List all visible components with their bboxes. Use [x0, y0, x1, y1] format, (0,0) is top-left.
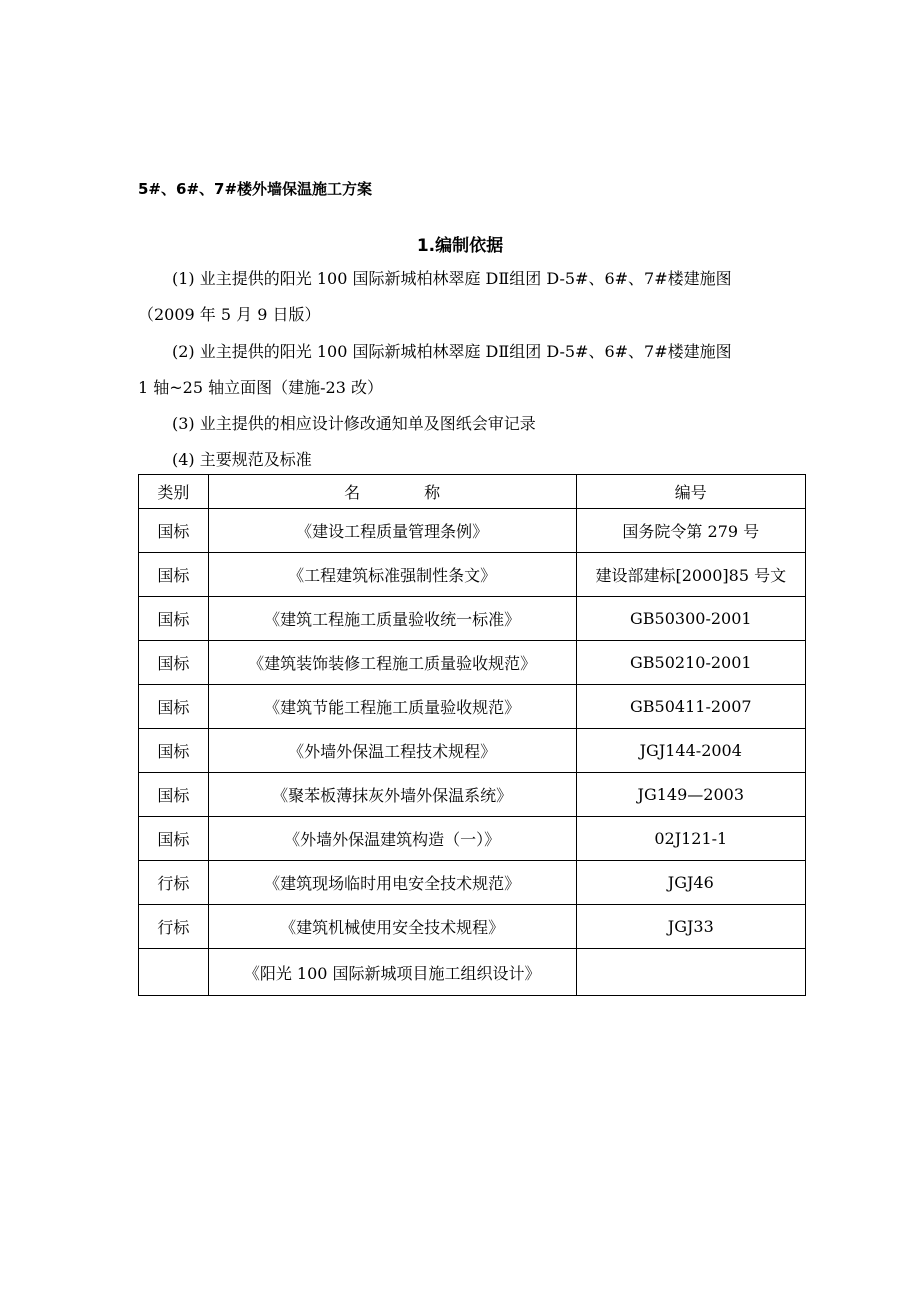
- row-category: 行标: [139, 861, 209, 905]
- row-code: GB50210-2001: [576, 641, 805, 685]
- header-code: 编号: [576, 475, 805, 509]
- row-name: 《建设工程质量管理条例》: [208, 509, 576, 553]
- row-name: 《外墙外保温建筑构造（一）》: [208, 817, 576, 861]
- basis-item-3: (3) 业主提供的相应设计修改通知单及图纸会审记录: [172, 414, 536, 433]
- row-category: [139, 949, 209, 996]
- row-category: 国标: [139, 729, 209, 773]
- row-code: 建设部建标[2000]85 号文: [576, 553, 805, 597]
- header-category: 类别: [139, 475, 209, 509]
- row-name: 《阳光 100 国际新城项目施工组织设计》: [208, 949, 576, 996]
- header-name-char-1: 名: [344, 483, 361, 502]
- table-row: [139, 773, 806, 817]
- basis-item-2-line-2: 1 轴~25 轴立面图（建施-23 改）: [138, 378, 383, 397]
- table-row: [139, 553, 806, 597]
- document-title: 5#、6#、7#楼外墙保温施工方案: [138, 180, 373, 198]
- row-category: 国标: [139, 641, 209, 685]
- row-name: 《建筑节能工程施工质量验收规范》: [208, 685, 576, 729]
- table-row: [139, 729, 806, 773]
- row-category: 国标: [139, 685, 209, 729]
- table-row: [139, 949, 806, 996]
- row-category: 行标: [139, 905, 209, 949]
- row-code: JGJ33: [576, 905, 805, 949]
- row-name: 《工程建筑标准强制性条文》: [208, 553, 576, 597]
- table-header-row: [139, 475, 806, 509]
- section-heading: 1.编制依据: [416, 236, 504, 256]
- row-code: [576, 949, 805, 996]
- row-code: GB50411-2007: [576, 685, 805, 729]
- row-name: 《建筑工程施工质量验收统一标准》: [208, 597, 576, 641]
- table-row: [139, 861, 806, 905]
- table-row: [139, 685, 806, 729]
- row-code: 国务院令第 279 号: [576, 509, 805, 553]
- row-category: 国标: [139, 509, 209, 553]
- row-code: JG149—2003: [576, 773, 805, 817]
- basis-item-1-line-2: （2009 年 5 月 9 日版）: [138, 305, 321, 324]
- row-name: 《建筑机械使用安全技术规程》: [208, 905, 576, 949]
- row-code: 02J121-1: [576, 817, 805, 861]
- table-row: [139, 597, 806, 641]
- table-row: [139, 509, 806, 553]
- row-category: 国标: [139, 553, 209, 597]
- basis-item-2-line-1: (2) 业主提供的阳光 100 国际新城柏林翠庭 DⅡ组团 D-5#、6#、7#楼建施图: [172, 342, 732, 361]
- header-name: [208, 475, 576, 509]
- row-category: 国标: [139, 597, 209, 641]
- basis-item-4: (4) 主要规范及标准: [172, 450, 312, 469]
- row-category: 国标: [139, 773, 209, 817]
- row-code: JGJ46: [576, 861, 805, 905]
- row-category: 国标: [139, 817, 209, 861]
- row-code: GB50300-2001: [576, 597, 805, 641]
- row-name: 《聚苯板薄抹灰外墙外保温系统》: [208, 773, 576, 817]
- row-name: 《外墙外保温工程技术规程》: [208, 729, 576, 773]
- row-code: JGJ144-2004: [576, 729, 805, 773]
- table-row: [139, 817, 806, 861]
- header-name-char-2: 称: [424, 483, 441, 502]
- basis-item-1-line-1: (1) 业主提供的阳光 100 国际新城柏林翠庭 DⅡ组团 D-5#、6#、7#楼建施图: [172, 269, 732, 288]
- table-row: [139, 641, 806, 685]
- standards-table: [138, 474, 806, 996]
- row-name: 《建筑现场临时用电安全技术规范》: [208, 861, 576, 905]
- row-name: 《建筑装饰装修工程施工质量验收规范》: [208, 641, 576, 685]
- table-row: [139, 905, 806, 949]
